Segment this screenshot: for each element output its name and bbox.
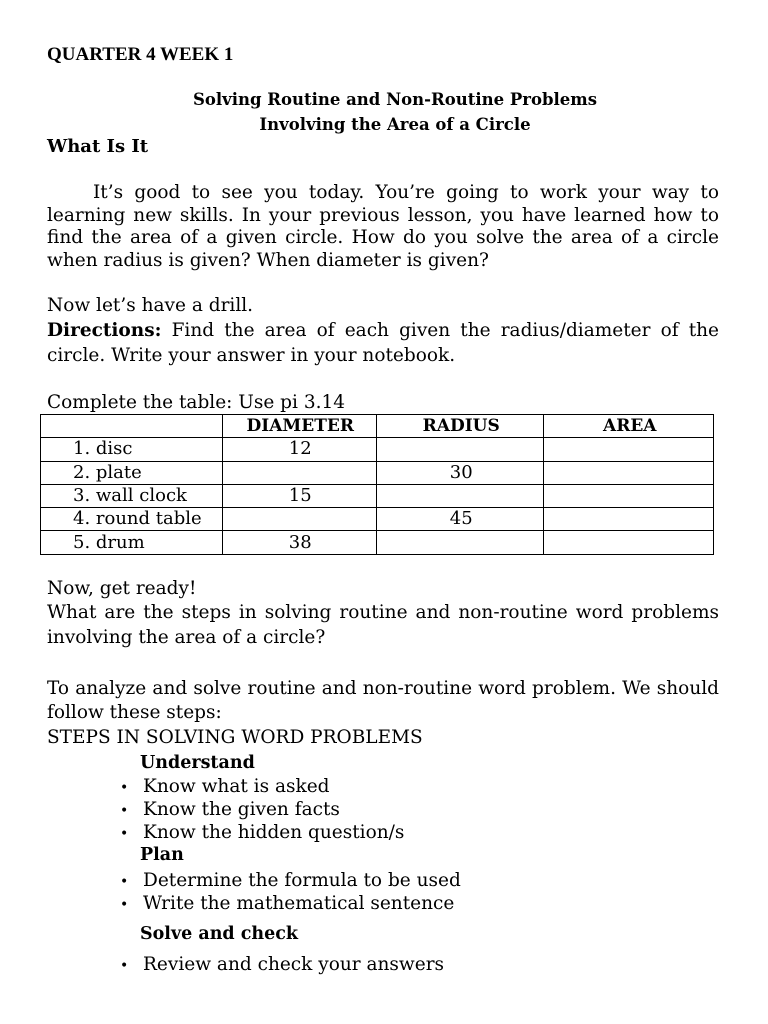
header-cell-area: AREA (544, 415, 714, 438)
bullet-icon: • (120, 780, 129, 796)
header-cell-diameter: DIAMETER (222, 415, 376, 438)
directions-label: Directions: (47, 320, 162, 341)
area-cell (544, 484, 714, 507)
list-item: • Write the mathematical sentence (120, 893, 455, 914)
bullet-icon: • (120, 874, 129, 890)
bullet-icon: • (120, 897, 129, 913)
list-item: • Review and check your answers (120, 954, 445, 975)
intro-paragraph: It’s good to see you today. You’re going to work your way to learning new skills. In your previous lesson, you have learned how to find the area of a given circle. How do you solve the area of a circle when radius is given? When diameter is given? (47, 182, 719, 271)
bullet-icon: • (120, 826, 129, 842)
what-is-it-heading: What Is It (47, 136, 149, 157)
list-item: • Determine the formula to be used (120, 870, 461, 891)
diameter-cell: 15 (222, 484, 376, 507)
diameter-cell (222, 508, 376, 531)
item-cell: 1. disc (41, 438, 223, 461)
analyze-paragraph: To analyze and solve routine and non-routine word problem. We should follow these steps: (47, 678, 719, 723)
table-row (41, 438, 714, 461)
bullet-icon: • (120, 803, 129, 819)
table-row (41, 508, 714, 531)
document-title-line1: Solving Routine and Non-Routine Problems (192, 90, 598, 109)
step-solve-heading: Solve and check (140, 924, 299, 944)
directions-paragraph (47, 318, 719, 368)
table-row (41, 461, 714, 484)
table-row (41, 484, 714, 507)
area-cell (544, 438, 714, 461)
table-row (41, 531, 714, 554)
header-cell-radius: RADIUS (376, 415, 543, 438)
drill-table (40, 414, 714, 555)
area-cell (544, 531, 714, 554)
table-caption: Complete the table: Use pi 3.14 (47, 392, 346, 413)
diameter-cell: 38 (222, 531, 376, 554)
radius-cell: 30 (376, 461, 543, 484)
item-cell: 2. plate (41, 461, 223, 484)
bullet-icon: • (120, 958, 129, 974)
step-understand-heading: Understand (140, 753, 255, 773)
list-item: • Know what is asked (120, 776, 330, 797)
steps-title: STEPS IN SOLVING WORD PROBLEMS (47, 727, 423, 748)
step-plan-heading: Plan (140, 845, 184, 865)
item-cell: 4. round table (41, 508, 223, 531)
list-item: • Know the given facts (120, 799, 340, 820)
radius-cell: 45 (376, 508, 543, 531)
document-title-line2: Involving the Area of a Circle (259, 115, 531, 134)
quarter-label: QUARTER 4 WEEK 1 (47, 44, 234, 65)
radius-cell (376, 531, 543, 554)
radius-cell (376, 484, 543, 507)
steps-question: What are the steps in solving routine and non-routine word problems involving the area of a circle? (47, 602, 719, 648)
table-header-row (41, 415, 714, 438)
item-cell: 5. drum (41, 531, 223, 554)
diameter-cell: 12 (222, 438, 376, 461)
drill-intro: Now let’s have a drill. (47, 295, 254, 316)
directions-text: Find the area of each given the radius/diameter of the circle. Write your answer in your notebook. (47, 320, 719, 366)
get-ready-line: Now, get ready! (47, 578, 197, 599)
area-cell (544, 508, 714, 531)
list-item: • Know the hidden question/s (120, 822, 405, 843)
item-cell: 3. wall clock (41, 484, 223, 507)
diameter-cell (222, 461, 376, 484)
header-cell (41, 415, 223, 438)
radius-cell (376, 438, 543, 461)
area-cell (544, 461, 714, 484)
